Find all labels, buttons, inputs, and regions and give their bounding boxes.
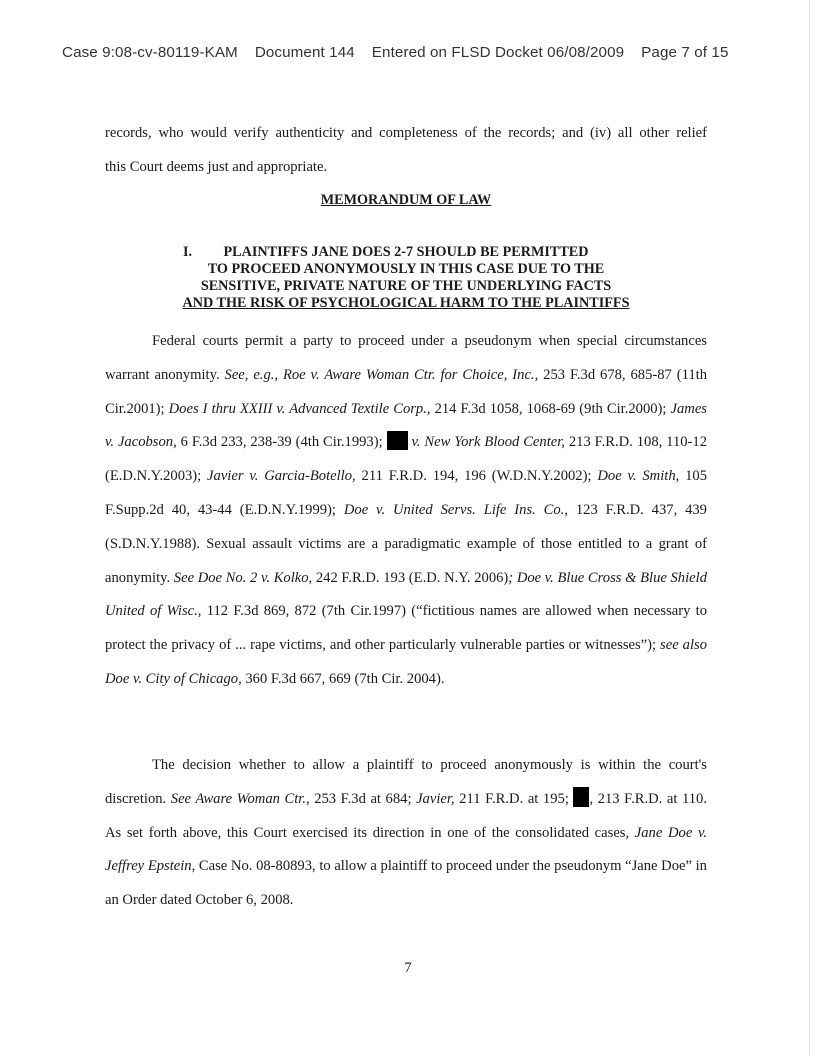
heading-line-4: AND THE RISK OF PSYCHOLOGICAL HARM TO THE PLAINTIFFS: [182, 295, 630, 311]
page-number: 7: [404, 960, 412, 976]
intro-paragraph: [105, 117, 707, 185]
citation: James v. Jacobson,: [105, 400, 707, 451]
text-run: 214 F.3d 1058, 1068-69 (9th Cir.2000);: [430, 400, 671, 417]
text-run: 253 F.3d at 684;: [309, 790, 417, 807]
text-run: 242 F.R.D. 193 (E.D. N.Y. 2006): [312, 569, 509, 586]
section-title: MEMORANDUM OF LAW: [320, 192, 492, 208]
intro-line-1: records, who would verify authenticity and completeness of the records; and (iv) all other relief: [105, 125, 707, 141]
text-run: , Case No. 08-80893, to allow a plaintiff to proceed under the pseudonym “Jane Doe” in an Order dated October 6, 2008.: [105, 858, 707, 909]
citation: Javier,: [416, 790, 455, 807]
heading-numeral: I.: [183, 244, 193, 260]
citation: Doe v. Blue Cross & Blue Shield United of Wisc.,: [105, 569, 707, 620]
text-run: 105 F.Supp.2d 40, 43-44 (E.D.N.Y.1999);: [105, 468, 708, 518]
paragraph-2: [105, 749, 707, 918]
text-run: 211 F.R.D. 194, 196 (W.D.N.Y.2002);: [355, 468, 598, 485]
paragraph-1: [105, 325, 707, 697]
heading-line-3: SENSITIVE, PRIVATE NATURE OF THE UNDERLYING FACTS: [200, 278, 612, 294]
text-run: 253 F.3d 678, 685-87 (11th Cir.2001);: [105, 366, 708, 417]
citation: Javier v. Garcia-Botello,: [207, 468, 356, 485]
docket-header: [62, 44, 762, 61]
page-edge: [809, 0, 810, 1056]
text-run: 360 F.3d 667, 669 (7th Cir. 2004).: [241, 670, 445, 687]
text-run: Federal courts permit a party to proceed under a pseudonym when special circumstances warrant anonymity.: [105, 333, 707, 383]
section-heading: [105, 244, 707, 312]
heading-line-1: PLAINTIFFS JANE DOES 2-7 SHOULD BE PERMITTED: [223, 244, 589, 260]
citation: Does I thru XXIII v. Advanced Textile Corp.,: [168, 400, 431, 417]
redaction-box: [387, 431, 408, 450]
text-run: 112 F.3d 869, 872 (7th Cir.1997) (“fictitious names are allowed when necessary to protect the privacy of ... rape victims, and other particularly vulnerable parties or witnesses”);: [105, 603, 707, 654]
citation: Doe v. United Servs. Life Ins. Co.,: [343, 501, 568, 518]
citation: See Aware Woman Ctr.,: [170, 790, 310, 807]
text-run: 213 F.R.D. 108, 110-12 (E.D.N.Y.2003);: [105, 434, 707, 485]
citation: v. New York Blood Center,: [411, 434, 565, 451]
citation: Jane Doe v. Jeffrey Epstein: [105, 824, 707, 875]
text-run: 211 F.R.D. at 195;: [454, 790, 574, 807]
docket-entry: Entered on FLSD Docket 06/08/2009: [371, 44, 625, 61]
text-run: 123 F.R.D. 437, 439 (S.D.N.Y.1988). Sexual assault victims are a paradigmatic example of those entitled to a grant of anonymity.: [105, 501, 707, 586]
case-number: Case 9:08-cv-80119-KAM: [62, 44, 238, 61]
paragraph-1-text: [105, 325, 707, 697]
heading-line-2: TO PROCEED ANONYMOUSLY IN THIS CASE DUE TO THE: [207, 261, 605, 277]
citation: See Doe No. 2 v. Kolko,: [173, 569, 313, 586]
text-run: ;: [508, 569, 517, 586]
document-number: Document 144: [254, 44, 355, 61]
text-run: The decision whether to allow a plaintiff to proceed anonymously is within the court's discretion.: [105, 757, 707, 807]
citation: see also Doe v. City of Chicago,: [105, 637, 707, 687]
paragraph-2-text: [105, 749, 707, 918]
citation: Doe v. Smith,: [597, 468, 680, 485]
page-indicator: Page 7 of 15: [641, 44, 729, 61]
citation: See, e.g., Roe v. Aware Woman Ctr. for Choice, Inc.,: [224, 366, 539, 383]
text-run: , 213 F.R.D. at 110. As set forth above, this Court exercised its direction in one of the consolidated cases,: [105, 790, 707, 841]
intro-line-2: this Court deems just and appropriate.: [105, 158, 328, 175]
text-run: 6 F.3d 233, 238-39 (4th Cir.1993);: [176, 434, 387, 451]
redaction-box: [573, 787, 589, 807]
